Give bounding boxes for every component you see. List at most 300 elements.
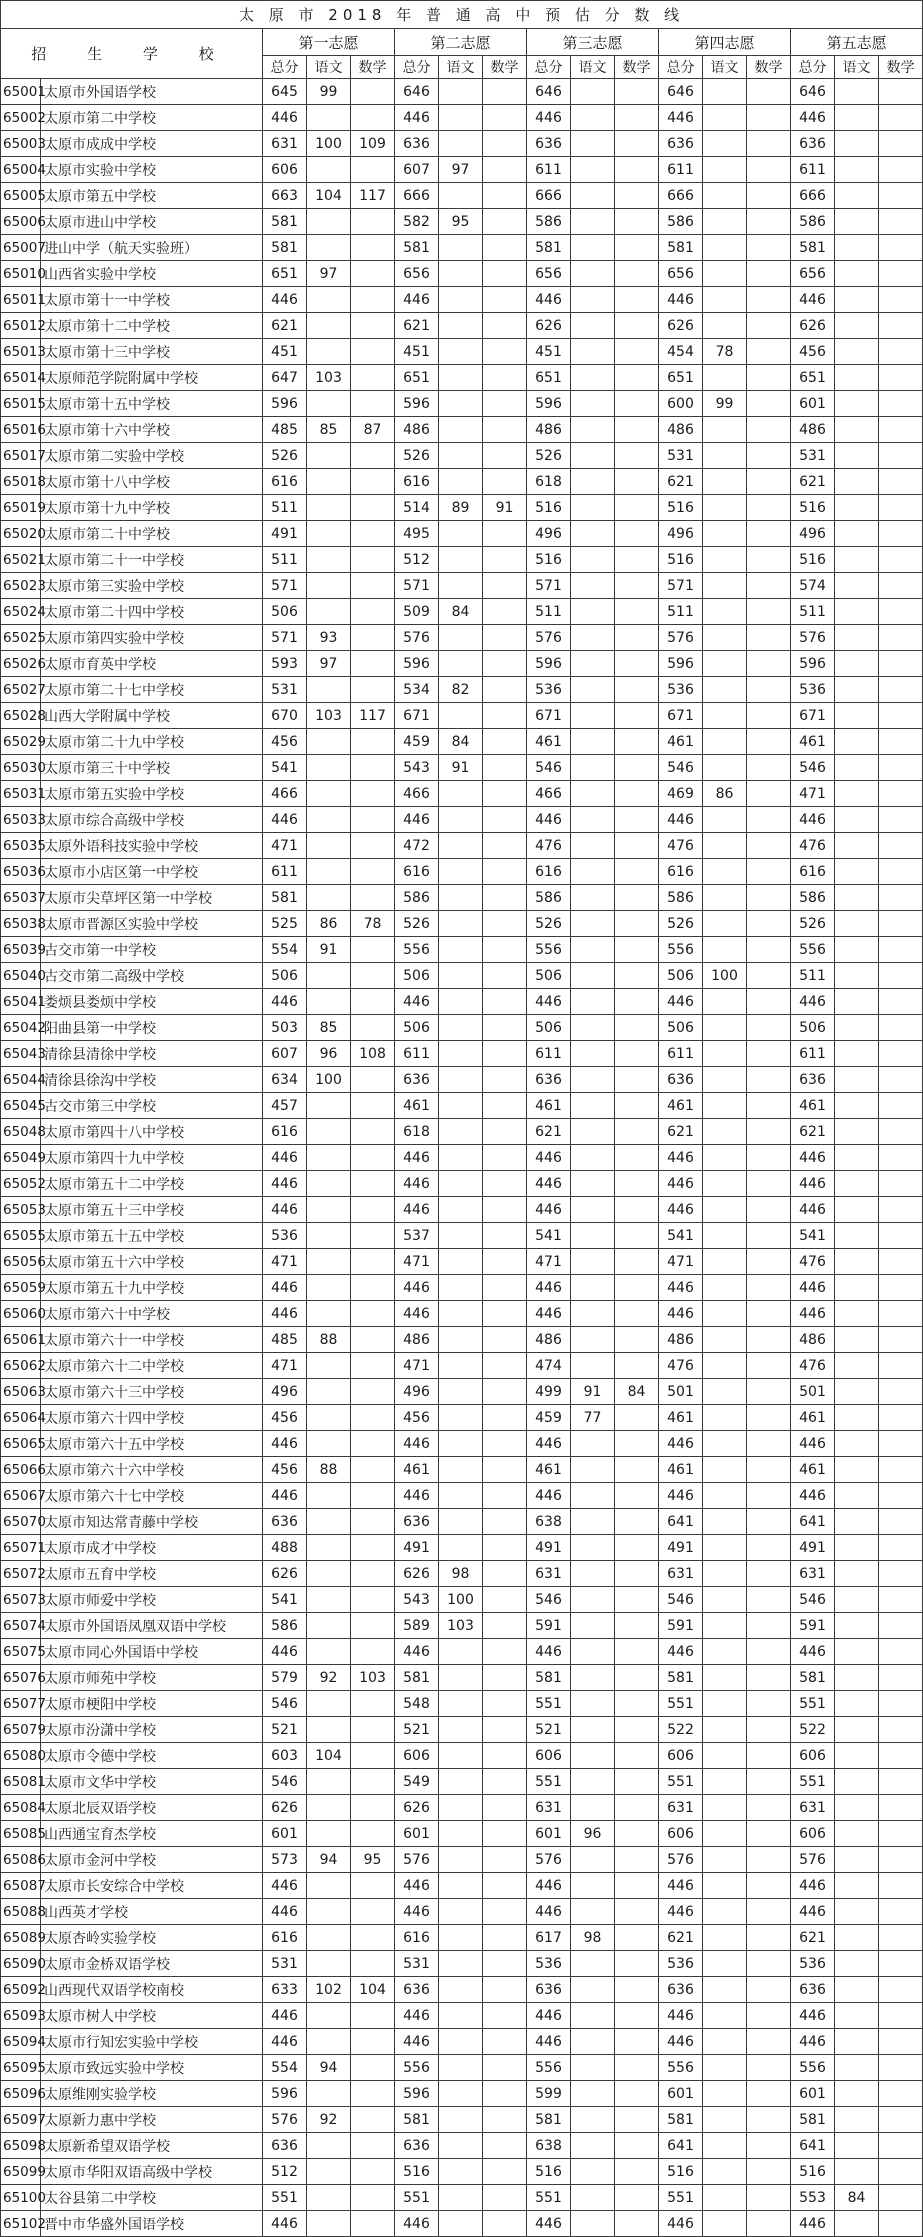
- choice-5-math-score: [879, 625, 923, 651]
- choice-5-math-score: [879, 131, 923, 157]
- choice-2-total-score: 461: [395, 1457, 439, 1483]
- choice-1-chinese-score: 97: [307, 651, 351, 677]
- choice-4-math-score: [747, 911, 791, 937]
- choice-2-math-score: [483, 1613, 527, 1639]
- school-code: 65094: [1, 2029, 41, 2055]
- choice-3-total-score: 586: [527, 209, 571, 235]
- choice-1-math-score: 108: [351, 1041, 395, 1067]
- chinese-score-header: 语文: [571, 56, 615, 79]
- choice-5-chinese-score: [835, 859, 879, 885]
- choice-4-total-score: 556: [659, 937, 703, 963]
- choice-5-total-score: 536: [791, 1951, 835, 1977]
- choice-1-total-score: 446: [263, 2029, 307, 2055]
- choice-4-chinese-score: [703, 131, 747, 157]
- choice-5-math-score: [879, 105, 923, 131]
- choice-1-math-score: [351, 885, 395, 911]
- choice-3-total-score: 546: [527, 1587, 571, 1613]
- choice-5-math-score: [879, 495, 923, 521]
- table-row: [1, 755, 923, 781]
- choice-5-chinese-score: [835, 1301, 879, 1327]
- school-code: 65044: [1, 1067, 41, 1093]
- choice-2-chinese-score: [439, 1483, 483, 1509]
- choice-2-math-score: [483, 963, 527, 989]
- table-row: [1, 1509, 923, 1535]
- choice-5-chinese-score: [835, 1691, 879, 1717]
- choice-1-total-score: 485: [263, 417, 307, 443]
- choice-4-math-score: [747, 1951, 791, 1977]
- table-row: [1, 677, 923, 703]
- choice-4-total-score: 476: [659, 1353, 703, 1379]
- choice-2-total-score: 526: [395, 911, 439, 937]
- choice-3-math-score: [615, 1561, 659, 1587]
- choice-3-chinese-score: [571, 2159, 615, 2185]
- school-name: 太原市长安综合中学校: [41, 1873, 263, 1899]
- school-name: 太原市第六十一中学校: [41, 1327, 263, 1353]
- choice-2-chinese-score: [439, 1223, 483, 1249]
- choice-4-total-score: 454: [659, 339, 703, 365]
- choice-4-math-score: [747, 2055, 791, 2081]
- choice-1-math-score: 109: [351, 131, 395, 157]
- choice-1-total-score: 571: [263, 625, 307, 651]
- choice-2-chinese-score: [439, 1795, 483, 1821]
- choice-4-total-score: 546: [659, 755, 703, 781]
- choice-1-math-score: [351, 599, 395, 625]
- school-name: 太原市第六十四中学校: [41, 1405, 263, 1431]
- school-code: 65038: [1, 911, 41, 937]
- choice-2-chinese-score: [439, 1769, 483, 1795]
- choice-3-math-score: [615, 1977, 659, 2003]
- table-row: [1, 547, 923, 573]
- school-name: 太原市第十二中学校: [41, 313, 263, 339]
- choice-5-chinese-score: [835, 183, 879, 209]
- choice-2-math-score: [483, 235, 527, 261]
- choice-4-chinese-score: [703, 287, 747, 313]
- choice-4-chinese-score: [703, 937, 747, 963]
- choice-2-math-score: [483, 209, 527, 235]
- choice-4-chinese-score: [703, 521, 747, 547]
- school-name: 太原杏岭实验学校: [41, 1925, 263, 1951]
- school-name: 山西大学附属中学校: [41, 703, 263, 729]
- choice-5-chinese-score: [835, 1041, 879, 1067]
- choice-1-chinese-score: [307, 1821, 351, 1847]
- choice-3-math-score: [615, 1951, 659, 1977]
- choice-5-chinese-score: [835, 1483, 879, 1509]
- school-name: 太原市第五十二中学校: [41, 1171, 263, 1197]
- choice-1-total-score: 616: [263, 1119, 307, 1145]
- school-name: 山西通宝育杰学校: [41, 1821, 263, 1847]
- choice-1-math-score: [351, 1873, 395, 1899]
- table-row: [1, 1067, 923, 1093]
- choice-4-math-score: [747, 1613, 791, 1639]
- choice-3-total-score: 541: [527, 1223, 571, 1249]
- choice-1-chinese-score: [307, 235, 351, 261]
- choice-2-chinese-score: [439, 781, 483, 807]
- choice-2-math-score: [483, 1405, 527, 1431]
- choice-2-total-score: 616: [395, 469, 439, 495]
- school-name: 太原市知达常青藤中学校: [41, 1509, 263, 1535]
- school-name: 清徐县清徐中学校: [41, 1041, 263, 1067]
- choice-4-chinese-score: [703, 2055, 747, 2081]
- choice-3-total-score: 459: [527, 1405, 571, 1431]
- choice-1-chinese-score: [307, 2003, 351, 2029]
- choice-5-math-score: [879, 443, 923, 469]
- school-code: 65031: [1, 781, 41, 807]
- choice-2-math-score: [483, 989, 527, 1015]
- choice-5-chinese-score: [835, 443, 879, 469]
- choice-2-chinese-score: [439, 1119, 483, 1145]
- choice-5-total-score: 576: [791, 625, 835, 651]
- choice-3-math-score: [615, 1275, 659, 1301]
- choice-2-chinese-score: 103: [439, 1613, 483, 1639]
- choice-2-chinese-score: [439, 183, 483, 209]
- choice-3-math-score: [615, 1405, 659, 1431]
- choice-5-math-score: [879, 79, 923, 105]
- choice-1-chinese-score: [307, 963, 351, 989]
- school-name: 太原市第十三中学校: [41, 339, 263, 365]
- choice-2-chinese-score: [439, 1145, 483, 1171]
- choice-2-math-score: [483, 2029, 527, 2055]
- choice-2-math-score: [483, 1925, 527, 1951]
- choice-2-math-score: [483, 2185, 527, 2211]
- school-name: 太原市第六十中学校: [41, 1301, 263, 1327]
- choice-1-total-score: 446: [263, 1145, 307, 1171]
- choice-4-chinese-score: [703, 1561, 747, 1587]
- choice-5-chinese-score: [835, 79, 879, 105]
- choice-5-math-score: [879, 1665, 923, 1691]
- choice-1-total-score: 446: [263, 1431, 307, 1457]
- choice-4-chinese-score: [703, 1795, 747, 1821]
- choice-4-math-score: [747, 1015, 791, 1041]
- choice-5-total-score: 446: [791, 2003, 835, 2029]
- choice-5-chinese-score: [835, 287, 879, 313]
- choice-5-total-score: 546: [791, 1587, 835, 1613]
- choice-5-total-score: 656: [791, 261, 835, 287]
- choice-4-chinese-score: [703, 807, 747, 833]
- choice-3-total-score: 471: [527, 1249, 571, 1275]
- choice-5-math-score: [879, 1171, 923, 1197]
- choice-1-math-score: [351, 1301, 395, 1327]
- choice-3-math-score: [615, 2029, 659, 2055]
- school-name: 古交市第二高级中学校: [41, 963, 263, 989]
- choice-1-total-score: 581: [263, 235, 307, 261]
- choice-1-chinese-score: [307, 1925, 351, 1951]
- choice-5-math-score: [879, 1977, 923, 2003]
- choice-4-total-score: 446: [659, 2003, 703, 2029]
- choice-5-math-score: [879, 2081, 923, 2107]
- choice-3-total-score: 581: [527, 235, 571, 261]
- choice-2-math-score: [483, 1067, 527, 1093]
- choice-5-chinese-score: [835, 1171, 879, 1197]
- choice-3-chinese-score: [571, 1743, 615, 1769]
- choice-3-total-score: 586: [527, 885, 571, 911]
- choice-4-total-score: 461: [659, 1093, 703, 1119]
- school-code: 65055: [1, 1223, 41, 1249]
- school-code: 65017: [1, 443, 41, 469]
- school-code: 65056: [1, 1249, 41, 1275]
- choice-3-total-score: 599: [527, 2081, 571, 2107]
- choice-3-chinese-score: [571, 1249, 615, 1275]
- choice-3-chinese-score: [571, 1431, 615, 1457]
- choice-2-chinese-score: [439, 1327, 483, 1353]
- choice-5-total-score: 516: [791, 495, 835, 521]
- choice-3-chinese-score: [571, 1561, 615, 1587]
- choice-1-math-score: [351, 1457, 395, 1483]
- choice-4-chinese-score: [703, 1639, 747, 1665]
- choice-1-chinese-score: [307, 833, 351, 859]
- choice-3-total-score: 591: [527, 1613, 571, 1639]
- choice-5-math-score: [879, 2185, 923, 2211]
- choice-2-total-score: 671: [395, 703, 439, 729]
- choice-3-math-score: [615, 313, 659, 339]
- choice-5-chinese-score: [835, 157, 879, 183]
- choice-3-total-score: 526: [527, 911, 571, 937]
- choice-5-total-score: 511: [791, 599, 835, 625]
- choice-3-chinese-score: [571, 1067, 615, 1093]
- choice-5-chinese-score: [835, 911, 879, 937]
- choice-3-math-score: [615, 1665, 659, 1691]
- table-row: [1, 105, 923, 131]
- choice-5-chinese-score: [835, 469, 879, 495]
- choice-5-math-score: [879, 651, 923, 677]
- choice-3-total-score: 446: [527, 1301, 571, 1327]
- school-code: 65095: [1, 2055, 41, 2081]
- choice-2-chinese-score: 84: [439, 729, 483, 755]
- school-name: 太原市成才中学校: [41, 1535, 263, 1561]
- choice-5-chinese-score: [835, 781, 879, 807]
- choice-2-total-score: 446: [395, 2003, 439, 2029]
- school-name: 太原市五育中学校: [41, 1561, 263, 1587]
- choice-4-total-score: 536: [659, 677, 703, 703]
- choice-2-math-score: [483, 417, 527, 443]
- choice-4-chinese-score: [703, 1431, 747, 1457]
- choice-4-chinese-score: [703, 1951, 747, 1977]
- choice-2-total-score: 446: [395, 807, 439, 833]
- school-code: 65065: [1, 1431, 41, 1457]
- choice-3-total-score: 496: [527, 521, 571, 547]
- choice-5-chinese-score: [835, 365, 879, 391]
- school-code: 65079: [1, 1717, 41, 1743]
- school-name: 太原市育英中学校: [41, 651, 263, 677]
- choice-1-math-score: [351, 1431, 395, 1457]
- choice-2-math-score: [483, 859, 527, 885]
- choice-3-chinese-score: [571, 1535, 615, 1561]
- choice-1-total-score: 511: [263, 495, 307, 521]
- choice-1-math-score: [351, 209, 395, 235]
- choice-4-total-score: 446: [659, 989, 703, 1015]
- school-name: 太原市第五十六中学校: [41, 1249, 263, 1275]
- choice-1-total-score: 645: [263, 79, 307, 105]
- table-row: [1, 209, 923, 235]
- choice-3-total-score: 536: [527, 1951, 571, 1977]
- choice-3-math-score: [615, 287, 659, 313]
- choice-1-total-score: 511: [263, 547, 307, 573]
- choice-3-total-score: 516: [527, 2159, 571, 2185]
- school-code: 65026: [1, 651, 41, 677]
- table-row: [1, 1639, 923, 1665]
- school-code: 65030: [1, 755, 41, 781]
- choice-2-total-score: 512: [395, 547, 439, 573]
- school-name: 太原市成成中学校: [41, 131, 263, 157]
- choice-2-math-score: [483, 2003, 527, 2029]
- choice-4-math-score: [747, 625, 791, 651]
- school-name: 太原市第四实验中学校: [41, 625, 263, 651]
- choice-4-total-score: 626: [659, 313, 703, 339]
- choice-3-total-score: 461: [527, 729, 571, 755]
- choice-5-total-score: 446: [791, 105, 835, 131]
- choice-5-math-score: [879, 989, 923, 1015]
- choice-3-chinese-score: [571, 781, 615, 807]
- table-row: [1, 391, 923, 417]
- choice-4-total-score: 446: [659, 1483, 703, 1509]
- choice-4-total-score: 496: [659, 521, 703, 547]
- choice-5-math-score: [879, 391, 923, 417]
- choice-1-total-score: 541: [263, 755, 307, 781]
- choice-3-chinese-score: [571, 79, 615, 105]
- choice-2-chinese-score: [439, 1093, 483, 1119]
- choice-3-chinese-score: [571, 521, 615, 547]
- choice-2-chinese-score: [439, 79, 483, 105]
- choice-1-chinese-score: [307, 1561, 351, 1587]
- choice-4-math-score: [747, 1691, 791, 1717]
- choice-5-math-score: [879, 1197, 923, 1223]
- chinese-score-header: 语文: [307, 56, 351, 79]
- choice-1-math-score: [351, 1093, 395, 1119]
- choice-4-math-score: [747, 1483, 791, 1509]
- choice-2-total-score: 446: [395, 1483, 439, 1509]
- choice-5-total-score: 511: [791, 963, 835, 989]
- choice-3-total-score: 516: [527, 495, 571, 521]
- table-row: [1, 1353, 923, 1379]
- choice-2-math-score: [483, 1951, 527, 1977]
- choice-2-chinese-score: [439, 1379, 483, 1405]
- choice-5-math-score: [879, 365, 923, 391]
- choice-4-chinese-score: [703, 1483, 747, 1509]
- choice-1-chinese-score: [307, 755, 351, 781]
- total-score-header: 总分: [395, 56, 439, 79]
- choice-4-math-score: [747, 1197, 791, 1223]
- choice-1-chinese-score: [307, 1899, 351, 1925]
- choice-3-math-score: [615, 2003, 659, 2029]
- choice-4-math-score: [747, 833, 791, 859]
- school-name: 太原市第十八中学校: [41, 469, 263, 495]
- choice-3-chinese-score: [571, 1275, 615, 1301]
- choice-3-math-score: [615, 1223, 659, 1249]
- choice-3-chinese-score: [571, 2133, 615, 2159]
- choice-5-math-score: [879, 1093, 923, 1119]
- choice-1-total-score: 634: [263, 1067, 307, 1093]
- school-code: 65085: [1, 1821, 41, 1847]
- choice-5-total-score: 476: [791, 833, 835, 859]
- choice-5-chinese-score: [835, 1405, 879, 1431]
- choice-4-math-score: [747, 781, 791, 807]
- choice-1-math-score: [351, 2003, 395, 2029]
- choice-2-math-score: [483, 2133, 527, 2159]
- choice-4-total-score: 600: [659, 391, 703, 417]
- choice-1-math-score: [351, 755, 395, 781]
- table-row: [1, 885, 923, 911]
- school-code: 65063: [1, 1379, 41, 1405]
- choice-2-total-score: 621: [395, 313, 439, 339]
- choice-5-math-score: [879, 755, 923, 781]
- choice-3-total-score: 446: [527, 1873, 571, 1899]
- choice-1-math-score: [351, 1743, 395, 1769]
- choice-3-total-score: 536: [527, 677, 571, 703]
- table-row: [1, 1691, 923, 1717]
- choice-5-chinese-score: [835, 807, 879, 833]
- choice-2-total-score: 471: [395, 1353, 439, 1379]
- choice-5-total-score: 446: [791, 1639, 835, 1665]
- choice-5-chinese-score: [835, 1327, 879, 1353]
- choice-3-math-score: [615, 1145, 659, 1171]
- choice-3-total-score: 446: [527, 2003, 571, 2029]
- choice-1-chinese-score: [307, 547, 351, 573]
- choice-4-chinese-score: [703, 157, 747, 183]
- school-code: 65039: [1, 937, 41, 963]
- choice-2-chinese-score: [439, 1977, 483, 2003]
- choice-1-total-score: 607: [263, 1041, 307, 1067]
- school-code: 65087: [1, 1873, 41, 1899]
- choice-4-total-score: 469: [659, 781, 703, 807]
- choice-1-math-score: [351, 2133, 395, 2159]
- choice-5-total-score: 522: [791, 1717, 835, 1743]
- choice-5-total-score: 556: [791, 2055, 835, 2081]
- chinese-score-header: 语文: [835, 56, 879, 79]
- choice-4-total-score: 636: [659, 1067, 703, 1093]
- choice-2-math-score: [483, 261, 527, 287]
- choice-2-math-score: [483, 1821, 527, 1847]
- choice-2-total-score: 626: [395, 1795, 439, 1821]
- choice-5-chinese-score: [835, 1067, 879, 1093]
- choice-header-5: 第五志愿: [791, 29, 923, 56]
- table-row: [1, 1327, 923, 1353]
- school-code: 65048: [1, 1119, 41, 1145]
- choice-3-math-score: [615, 1873, 659, 1899]
- choice-4-chinese-score: [703, 2159, 747, 2185]
- choice-5-total-score: 476: [791, 1249, 835, 1275]
- choice-1-math-score: [351, 261, 395, 287]
- school-code: 65093: [1, 2003, 41, 2029]
- choice-5-total-score: 631: [791, 1561, 835, 1587]
- choice-4-chinese-score: [703, 1613, 747, 1639]
- choice-1-chinese-score: [307, 989, 351, 1015]
- school-code: 65033: [1, 807, 41, 833]
- school-code: 65012: [1, 313, 41, 339]
- choice-2-math-score: [483, 755, 527, 781]
- choice-5-math-score: [879, 1067, 923, 1093]
- choice-2-chinese-score: [439, 1275, 483, 1301]
- choice-1-total-score: 456: [263, 729, 307, 755]
- choice-5-total-score: 574: [791, 573, 835, 599]
- choice-3-total-score: 626: [527, 313, 571, 339]
- choice-1-chinese-score: [307, 677, 351, 703]
- school-name: 太原市令德中学校: [41, 1743, 263, 1769]
- choice-3-math-score: [615, 2107, 659, 2133]
- choice-1-total-score: 488: [263, 1535, 307, 1561]
- choice-2-chinese-score: [439, 1015, 483, 1041]
- choice-4-total-score: 656: [659, 261, 703, 287]
- school-name: 太原市第六十七中学校: [41, 1483, 263, 1509]
- choice-3-total-score: 446: [527, 1197, 571, 1223]
- choice-4-chinese-score: [703, 183, 747, 209]
- school-name: 太原市梗阳中学校: [41, 1691, 263, 1717]
- choice-1-total-score: 636: [263, 1509, 307, 1535]
- school-code: 65043: [1, 1041, 41, 1067]
- choice-1-math-score: [351, 1275, 395, 1301]
- choice-3-chinese-score: [571, 313, 615, 339]
- choice-2-total-score: 446: [395, 1301, 439, 1327]
- choice-4-total-score: 606: [659, 1743, 703, 1769]
- choice-1-total-score: 471: [263, 1249, 307, 1275]
